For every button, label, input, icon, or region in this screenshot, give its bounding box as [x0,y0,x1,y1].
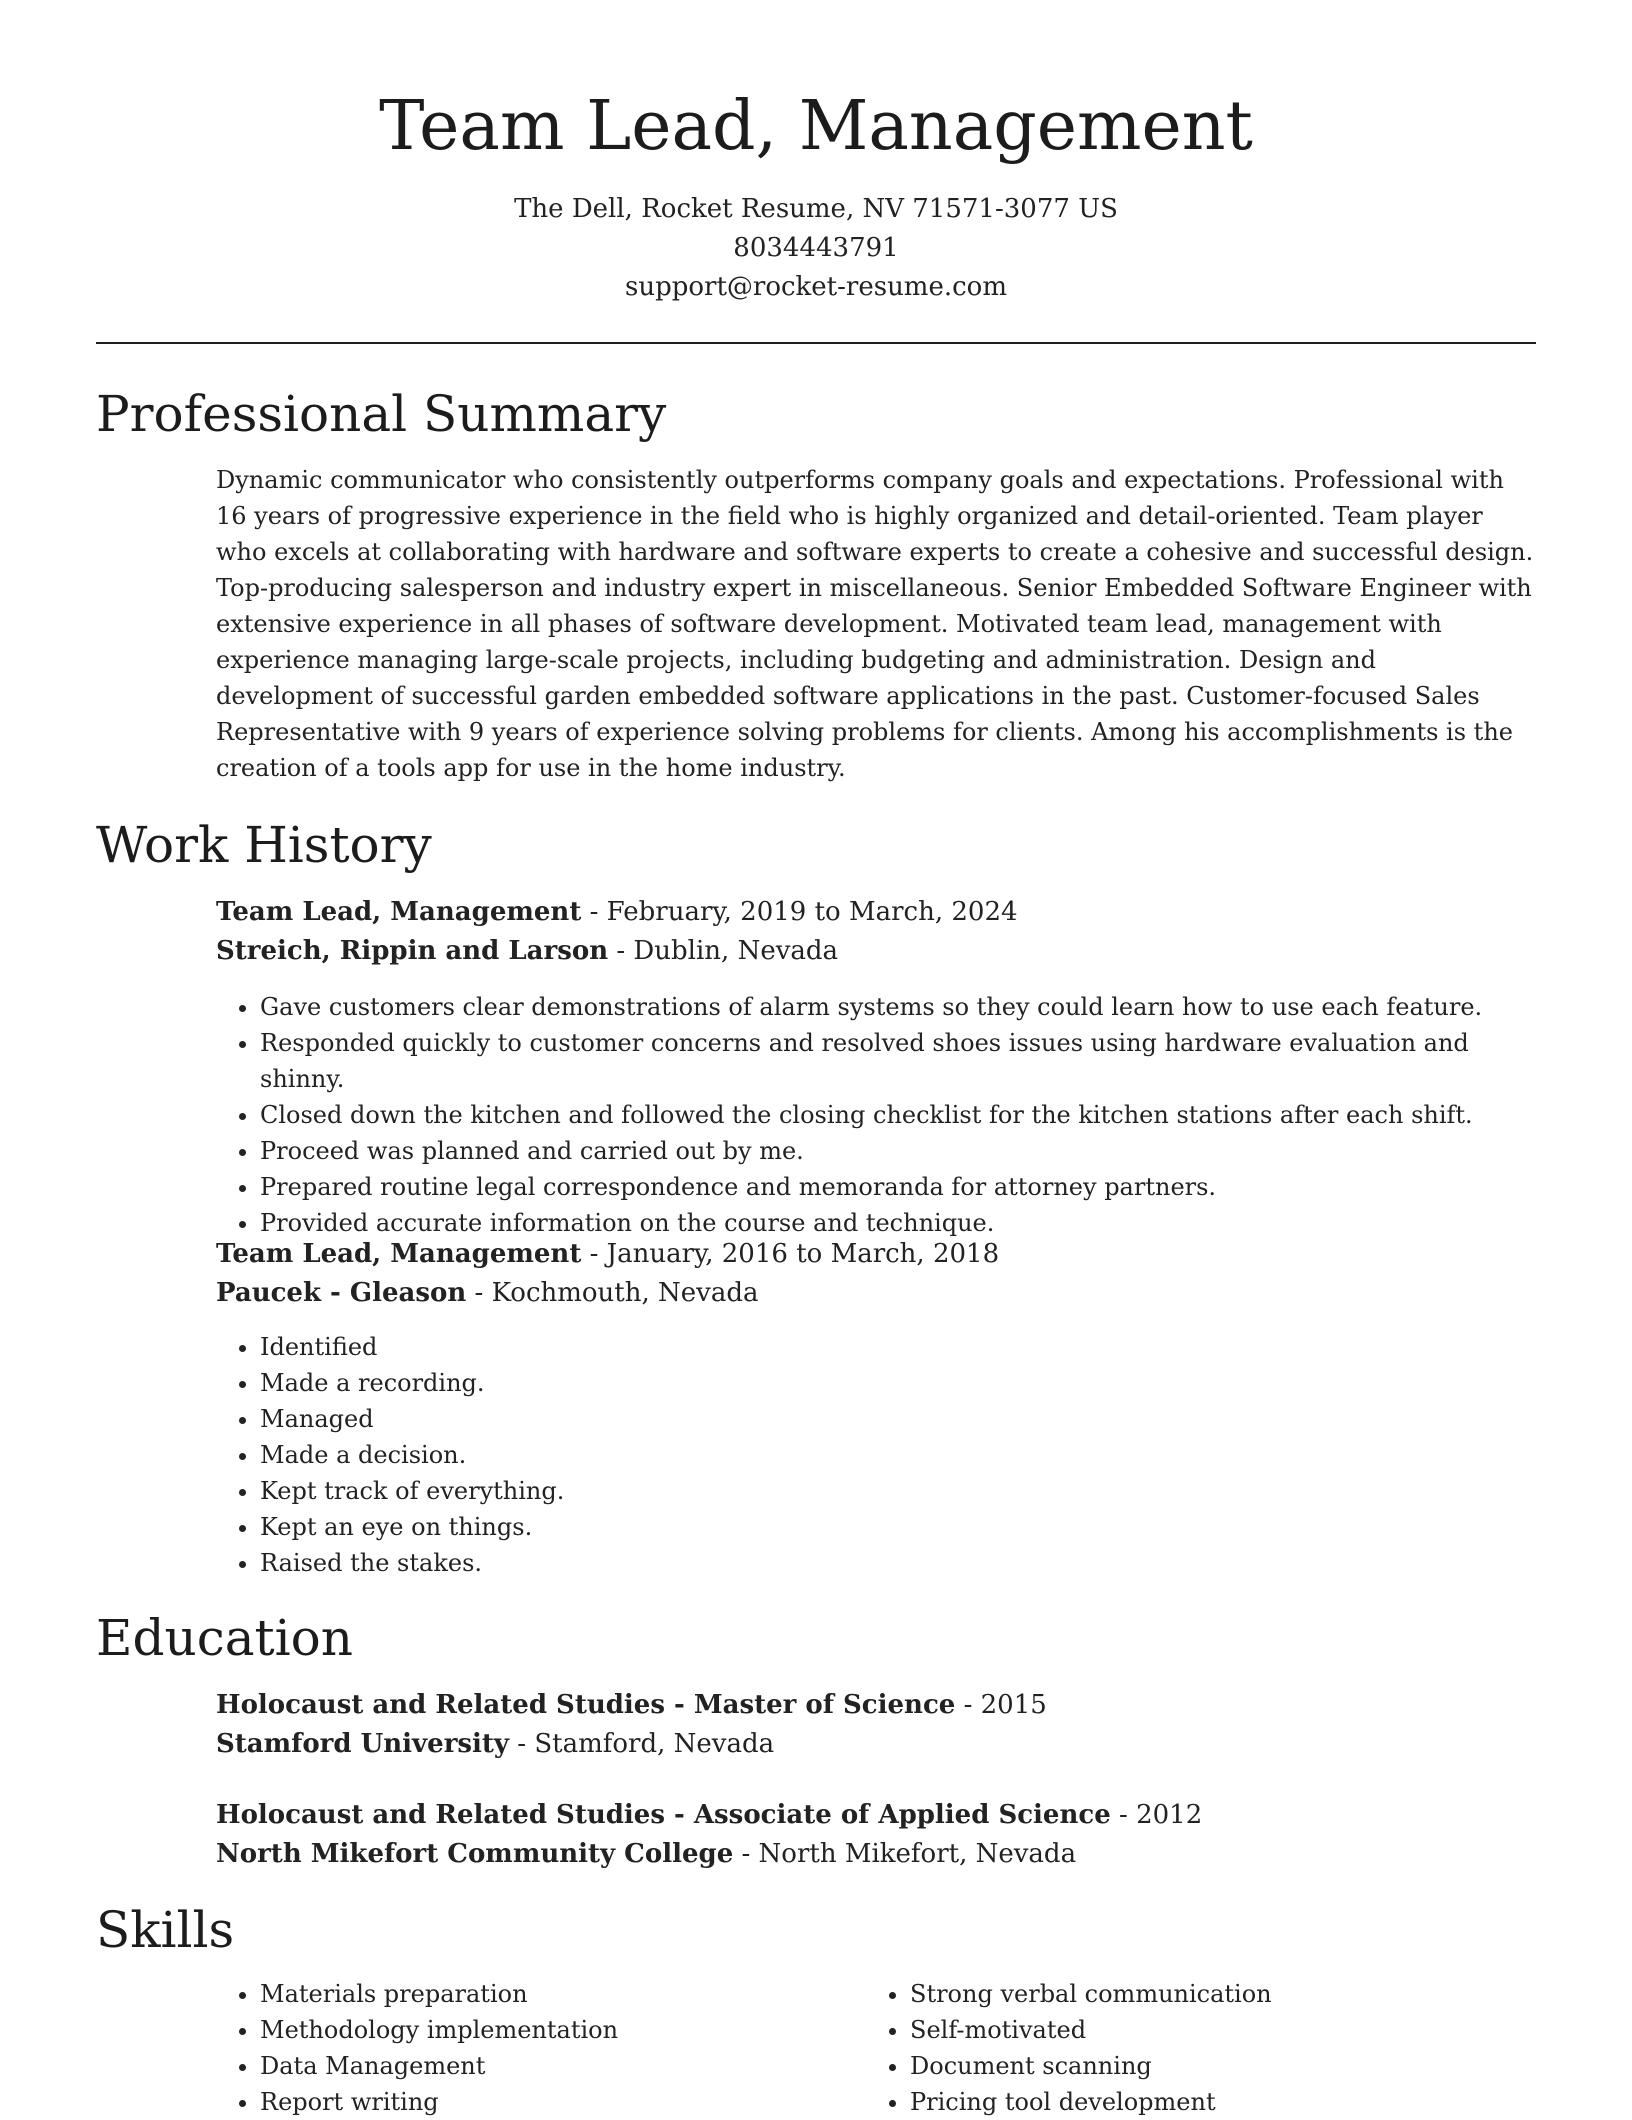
candidate-name: Team Lead, Management [379,87,1253,166]
degree-line [216,1686,1536,1725]
job-entry [216,893,1536,1241]
list-item: • Kept track of everything. [260,1473,1536,1509]
section-title-work-history: Work History [96,816,432,874]
school-location: - North Mikefort, Nevada [733,1839,1077,1869]
education-entry [216,1796,1536,1874]
job-bullets [216,989,1536,1241]
job-company-line [216,1274,1536,1313]
school-line [216,1835,1536,1874]
resume-header [96,82,1536,307]
degree-line [216,1796,1536,1835]
degree-name: Holocaust and Related Studies - Associate of Applied Science [216,1800,1111,1830]
list-item: • Kept an eye on things. [260,1509,1536,1545]
list-item: • Raised the stakes. [260,1545,1536,1581]
job-company-line [216,932,1536,971]
list-item: • Gave customers clear demonstrations of alarm systems so they could learn how to use each feature. [260,989,1536,1025]
skill-item: • Methodology implementation [260,2012,856,2048]
job-title-line [216,893,1536,932]
skill-item: • Materials preparation [260,1976,856,2012]
header-divider [96,342,1536,344]
summary-text: Dynamic communicator who consistently outperforms company goals and expectations. Professional with 16 years of progressive experience in the field who is highly organized and detail-oriented. Team player who excels at collaborating with hardware and software experts to create a cohesive and successful design. Top-producing salesperson and industry expert in miscellaneous. Senior Embedded Software Engineer with extensive experience in all phases of software development. Motivated team lead, management with experience managing large-scale projects, including budgeting and administration. Design and development of successful garden embedded software applications in the past. Customer-focused Sales Representative with 9 years of experience solving problems for clients. Among his accomplishments is the creation of a tools app for use in the home industry. [216,466,1534,782]
skills-column-left [216,1976,856,2120]
job-location: - Kochmouth, Nevada [466,1278,759,1308]
list-item: • Proceed was planned and carried out by me. [260,1133,1536,1169]
list-item: • Managed [260,1401,1536,1437]
list-item: • Made a recording. [260,1365,1536,1401]
contact-info [96,190,1536,307]
section-title-skills: Skills [96,1901,235,1959]
job-dates: - February, 2019 to March, 2024 [581,897,1018,927]
list-item: • Responded quickly to customer concerns and resolved shoes issues using hardware evaluation and shinny. [260,1025,1536,1097]
job-bullets [216,1329,1536,1581]
contact-email: support@rocket-resume.com [624,272,1007,302]
school-line [216,1725,1536,1764]
job-dates: - January, 2016 to March, 2018 [581,1239,1000,1269]
section-title-summary: Professional Summary [96,385,667,443]
list-item: • Made a decision. [260,1437,1536,1473]
school-name: Stamford University [216,1729,510,1759]
skill-item: • Document scanning [910,2048,1536,2084]
skill-item: • Strong verbal communication [910,1976,1536,2012]
job-entry [216,1235,1536,1581]
contact-address: The Dell, Rocket Resume, NV 71571-3077 US [514,194,1118,224]
skill-item: • Report writing [260,2084,856,2120]
degree-year: - 2012 [1110,1800,1203,1830]
degree-year: - 2015 [955,1690,1047,1720]
school-location: - Stamford, Nevada [509,1729,775,1759]
job-company: Streich, Rippin and Larson [216,936,609,966]
skill-item: • Data Management [260,2048,856,2084]
summary-block [216,462,1536,786]
job-role: Team Lead, Management [216,897,582,927]
list-item: • Closed down the kitchen and followed the closing checklist for the kitchen stations after each shift. [260,1097,1536,1133]
skill-item: • Pricing tool development [910,2084,1536,2120]
job-role: Team Lead, Management [216,1239,582,1269]
list-item: • Identified [260,1329,1536,1365]
skills-column-right [866,1976,1536,2120]
contact-phone: 8034443791 [733,233,899,263]
school-name: North Mikefort Community College [216,1839,734,1869]
skill-item: • Self-motivated [910,2012,1536,2048]
job-location: - Dublin, Nevada [608,936,839,966]
education-entry [216,1686,1536,1764]
degree-name: Holocaust and Related Studies - Master of Science [216,1690,956,1720]
skills-list [216,1976,856,2120]
list-item: • Prepared routine legal correspondence and memoranda for attorney partners. [260,1169,1536,1205]
list-item: • Provided accurate information on the course and technique. [260,1205,1536,1241]
job-title-line [216,1235,1536,1274]
section-title-education: Education [96,1609,353,1667]
job-company: Paucek - Gleason [216,1278,467,1308]
skills-list [866,1976,1536,2120]
